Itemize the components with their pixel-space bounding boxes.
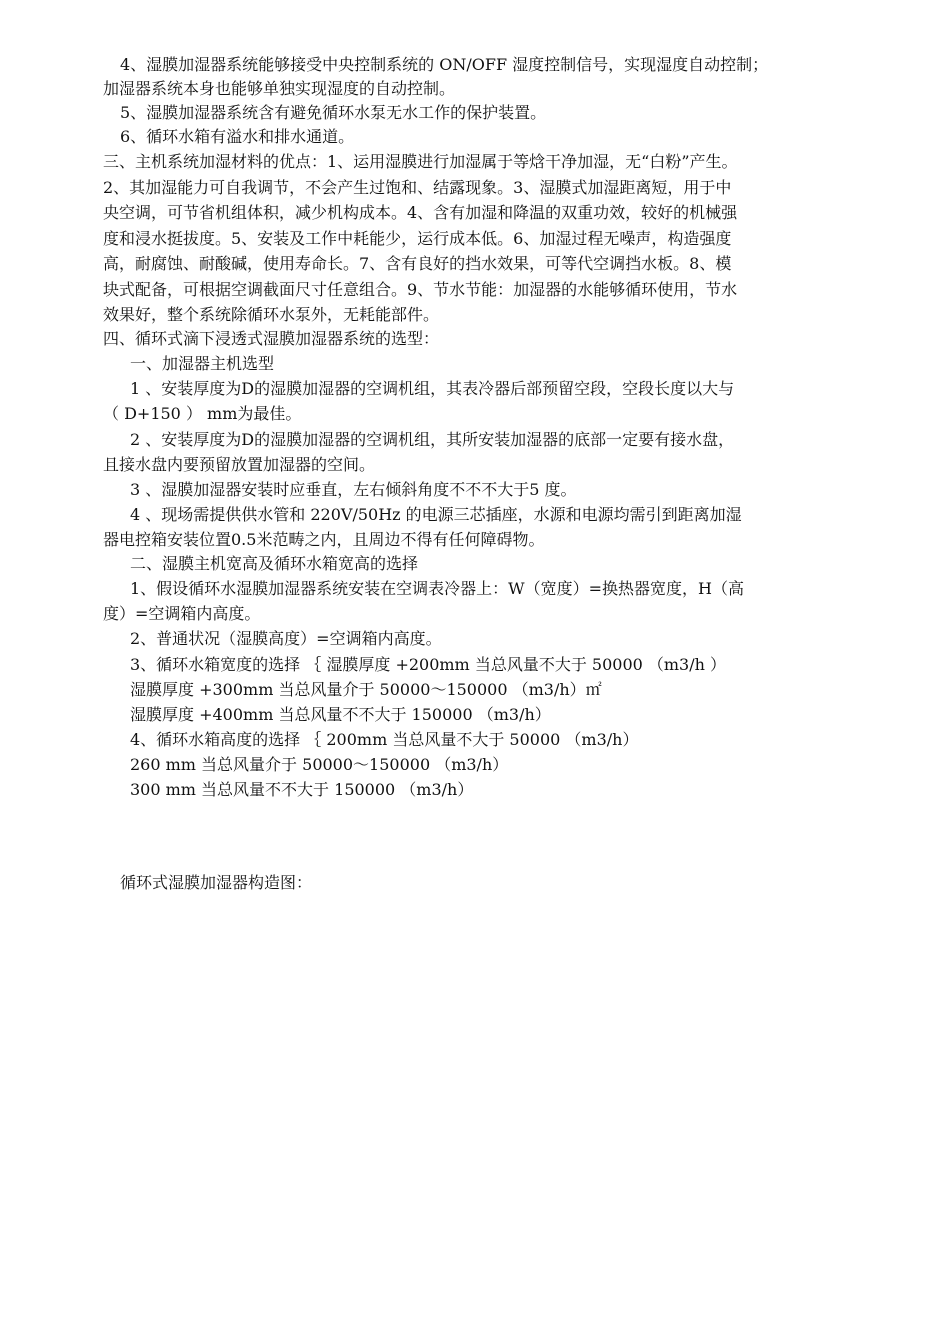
- text-line: 度）=空调箱内高度。: [103, 604, 261, 623]
- text-line: 6、循环水箱有溢水和排水通道。: [120, 127, 355, 146]
- text-line: 2、普通状况（湿膜高度）=空调箱内高度。: [130, 629, 442, 648]
- subsection-heading: 二、湿膜主机宽高及循环水箱宽高的选择: [130, 554, 419, 573]
- text-line: 央空调，可节省机组体积，减少机构成本。4、含有加湿和降温的双重功效，较好的机械强: [103, 203, 738, 222]
- text-line: 4、循环水箱高度的选择 ｛ 200mm 当总风量不大于 50000 （m3/h）: [130, 730, 639, 749]
- text-line: 300 mm 当总风量不不大于 150000 （m3/h）: [130, 780, 474, 799]
- text-line: （ D+150 ） mm为最佳。: [103, 404, 302, 423]
- text-line: 1、假设循环水湿膜加湿器系统安装在空调表冷器上：W（宽度）=换热器宽度，H（高: [130, 579, 744, 598]
- text-line: 湿膜厚度 +400mm 当总风量不不大于 150000 （m3/h）: [130, 705, 551, 724]
- section-heading: 四、循环式滴下浸透式湿膜加湿器系统的选型：: [103, 329, 440, 348]
- text-line: 块式配备，可根据空调截面尺寸任意组合。9、节水节能：加湿器的水能够循环使用，节水: [103, 280, 738, 299]
- text-line: 4 、现场需提供供水管和 220V/50Hz 的电源三芯插座，水源和电源均需引到距离加湿: [130, 505, 742, 524]
- text-line: 器电控箱安装位置0.5米范畴之内，且周边不得有任何障碍物。: [103, 530, 545, 549]
- text-line: 5、湿膜加湿器系统含有避免循环水泵无水工作的保护装置。: [120, 103, 547, 122]
- text-line: 度和浸水挺拔度。5、安装及工作中耗能少，运行成本低。6、加湿过程无噪声，构造强度: [103, 229, 732, 248]
- text-line: 2、其加湿能力可自我调节，不会产生过饱和、结露现象。3、湿膜式加湿距离短，用于中: [103, 178, 732, 197]
- text-line: 3、循环水箱宽度的选择 ｛ 湿膜厚度 +200mm 当总风量不大于 50000 （m3/h ）: [130, 655, 727, 674]
- subsection-heading: 一、加湿器主机选型: [130, 354, 275, 373]
- text-line: 加湿器系统本身也能够单独实现湿度的自动控制。: [103, 79, 456, 98]
- text-line: 3 、湿膜加湿器安装时应垂直，左右倾斜角度不不不大于5 度。: [130, 480, 577, 499]
- text-line: 1 、安装厚度为D的湿膜加湿器的空调机组，其表冷器后部预留空段，空段长度以大与: [130, 379, 735, 398]
- figure-caption: 循环式湿膜加湿器构造图：: [120, 873, 313, 892]
- text-line: 4、湿膜加湿器系统能够接受中央控制系统的 ON/OFF 湿度控制信号，实现湿度自动控制；: [120, 55, 769, 74]
- text-line: 2 、安装厚度为D的湿膜加湿器的空调机组，其所安装加湿器的底部一定要有接水盘，: [130, 430, 735, 449]
- text-line: 且接水盘内要预留放置加湿器的空间。: [103, 455, 376, 474]
- text-line: 260 mm 当总风量介于 50000～150000 （m3/h）: [130, 755, 509, 774]
- text-line: 湿膜厚度 +300mm 当总风量介于 50000～150000 （m3/h）㎡: [130, 680, 602, 699]
- section-heading: 三、主机系统加湿材料的优点：1、运用湿膜进行加湿属于等焓干净加湿，无“白粉”产生。: [103, 152, 738, 171]
- text-line: 高，耐腐蚀、耐酸碱，使用寿命长。7、含有良好的挡水效果，可等代空调挡水板。8、模: [103, 254, 732, 273]
- text-line: 效果好，整个系统除循环水泵外，无耗能部件。: [103, 305, 440, 324]
